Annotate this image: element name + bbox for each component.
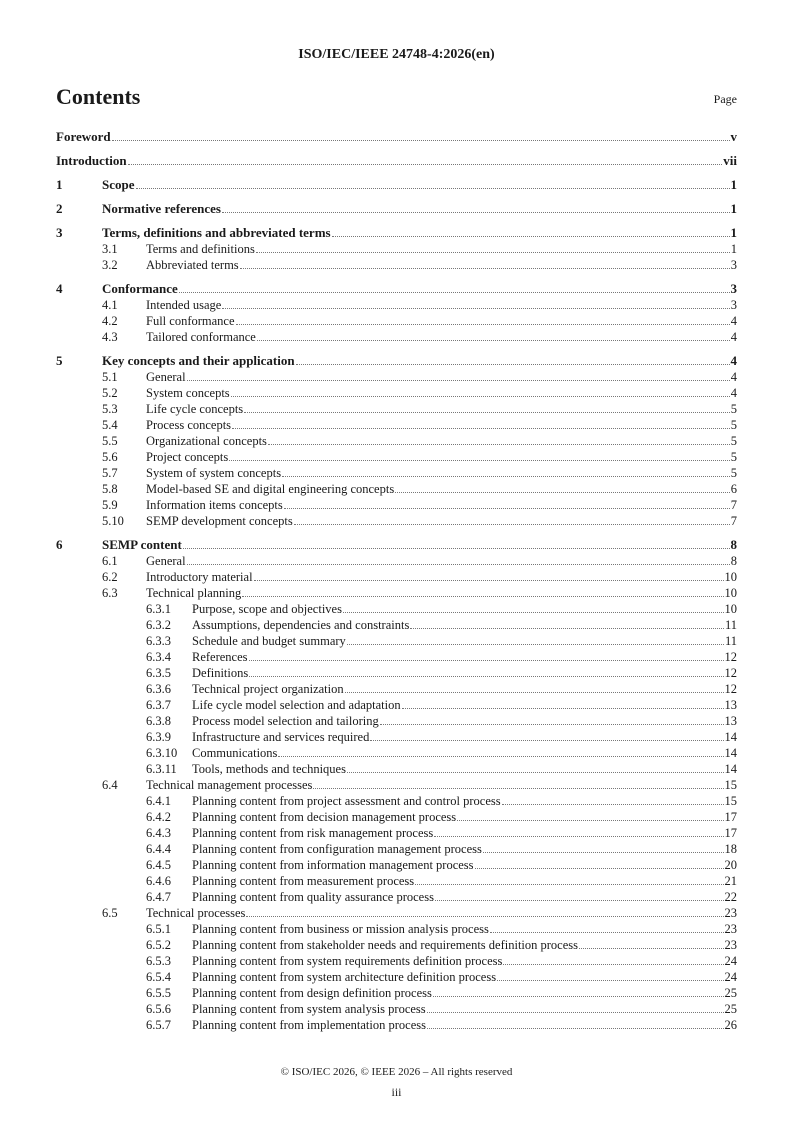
toc-entry[interactable] <box>56 953 737 969</box>
toc-entry-number: 6.3.7 <box>146 698 171 712</box>
dot-leader <box>395 492 730 493</box>
toc-entry-page: 15 <box>724 778 737 792</box>
toc-entry-number: 5.1 <box>102 370 118 384</box>
toc-entry[interactable] <box>56 665 737 681</box>
toc-entry-title: Definitions <box>192 666 249 680</box>
toc-entry[interactable] <box>56 281 737 297</box>
dot-leader <box>242 596 723 597</box>
toc-entry-title: Foreword <box>56 129 111 144</box>
toc-entry-title: Schedule and budget summary <box>192 634 346 648</box>
dot-leader <box>128 164 723 165</box>
toc-entry-title: Scope <box>102 177 135 192</box>
toc-entry[interactable] <box>56 385 737 401</box>
toc-entry-number: 6.3.8 <box>146 714 171 728</box>
toc-entry-number: 4.3 <box>102 330 118 344</box>
toc-entry[interactable] <box>56 225 737 241</box>
toc-entry-number: 5.8 <box>102 482 118 496</box>
toc-entry-title: Purpose, scope and objectives <box>192 602 342 616</box>
toc-entry-title: General <box>146 554 186 568</box>
dot-leader <box>268 444 730 445</box>
toc-entry-number: 6.3.6 <box>146 682 171 696</box>
toc-entry-title: Planning content from project assessment and control process <box>192 794 501 808</box>
toc-entry-title: Planning content from implementation process <box>192 1018 426 1032</box>
toc-entry-number: 5.7 <box>102 466 118 480</box>
dot-leader <box>410 628 724 629</box>
document-id-header: ISO/IEC/IEEE 24748-4:2026(en) <box>298 47 495 62</box>
dot-leader <box>232 428 730 429</box>
dot-leader <box>244 412 730 413</box>
toc-entry-page: 20 <box>724 858 737 872</box>
toc-entry-title: Assumptions, dependencies and constraints <box>192 618 410 632</box>
toc-entry-title: Communications <box>192 746 278 760</box>
toc-entry-page: 12 <box>724 650 737 664</box>
toc-entry-title: Normative references <box>102 201 221 216</box>
toc-entry-title: Process model selection and tailoring <box>192 714 379 728</box>
toc-entry-number: 6.5.4 <box>146 970 171 984</box>
toc-entry[interactable] <box>56 353 737 369</box>
toc-entry-page: 23 <box>724 922 737 936</box>
toc-entry-title: Planning content from system analysis process <box>192 1002 426 1016</box>
toc-entry-page: 24 <box>724 970 737 984</box>
toc-entry-title: Planning content from decision management process <box>192 810 457 824</box>
toc-entry-title: Planning content from system architecture definition process <box>192 970 497 984</box>
toc-entry-title: Conformance <box>102 281 178 296</box>
dot-leader <box>282 476 730 477</box>
toc-entry-title: Planning content from system requirements definition process <box>192 954 503 968</box>
dot-leader <box>370 740 723 741</box>
toc-entry-title: Planning content from quality assurance process <box>192 890 434 904</box>
toc-entry-number: 6.4.3 <box>146 826 171 840</box>
toc-entry-page: 4 <box>730 370 737 384</box>
toc-entry-number: 6.3.11 <box>146 762 177 776</box>
dot-leader <box>222 212 730 213</box>
toc-entry-page: 4 <box>730 353 737 368</box>
toc-entry[interactable] <box>56 937 737 953</box>
toc-entry-title: SEMP development concepts <box>146 514 293 528</box>
toc-entry-number: 5.9 <box>102 498 118 512</box>
toc-entry[interactable] <box>56 313 737 329</box>
toc-entry-page: 10 <box>724 602 737 616</box>
toc-entry[interactable] <box>56 177 737 193</box>
dot-leader <box>183 548 730 549</box>
toc-entry[interactable] <box>56 745 737 761</box>
toc-entry-title: Tools, methods and techniques <box>192 762 346 776</box>
toc-entry-number: 6.5.5 <box>146 986 171 1000</box>
toc-entry-page: 13 <box>724 698 737 712</box>
toc-entry[interactable] <box>56 969 737 985</box>
toc-entry[interactable] <box>56 601 737 617</box>
toc-entry[interactable] <box>56 649 737 665</box>
toc-entry-page: 4 <box>730 386 737 400</box>
copyright-footer: © ISO/IEC 2026, © IEEE 2026 – All rights reserved <box>280 1066 513 1078</box>
toc-entry[interactable] <box>56 777 737 793</box>
toc-entry[interactable] <box>56 553 737 569</box>
toc-entry-title: Infrastructure and services required <box>192 730 370 744</box>
toc-entry-number: 6.4.1 <box>146 794 171 808</box>
toc-entry-page: 10 <box>724 570 737 584</box>
toc-entry-title: Planning content from stakeholder needs and requirements definition process <box>192 938 579 952</box>
toc-entry-title: SEMP content <box>102 537 182 552</box>
toc-entry-page: 3 <box>730 298 737 312</box>
toc-entry-title: Planning content from business or mission analysis process <box>192 922 489 936</box>
toc-entry-number: 6.5.3 <box>146 954 171 968</box>
toc-entry-title: Project concepts <box>146 450 229 464</box>
toc-entry[interactable] <box>56 257 737 273</box>
toc-entry-page: 23 <box>724 938 737 952</box>
dot-leader <box>415 884 723 885</box>
toc-entry-title: Technical planning <box>146 586 242 600</box>
toc-entry-page: 15 <box>724 794 737 808</box>
dot-leader <box>457 820 723 821</box>
dot-leader <box>433 996 724 997</box>
toc-entry-page: 1 <box>730 201 737 216</box>
toc-entry-title: Tailored conformance <box>146 330 256 344</box>
dot-leader <box>502 804 724 805</box>
dot-leader <box>313 788 723 789</box>
toc-entry-number: 5.3 <box>102 402 118 416</box>
toc-entry-page: 3 <box>730 281 737 296</box>
toc-entry-number: 3.1 <box>102 242 118 256</box>
dot-leader <box>254 580 724 581</box>
toc-entry[interactable] <box>56 537 737 553</box>
toc-entry-page: 11 <box>724 634 737 648</box>
toc-entry-page: 23 <box>724 906 737 920</box>
toc-entry-number: 6.1 <box>102 554 118 568</box>
toc-entry-title: Life cycle concepts <box>146 402 244 416</box>
toc-entry-page: 22 <box>724 890 737 904</box>
dot-leader <box>187 380 730 381</box>
toc-entry-number: 6.3.1 <box>146 602 171 616</box>
toc-entry[interactable] <box>56 433 737 449</box>
toc-entry-title: Introduction <box>56 153 127 168</box>
toc-entry-number: 6.3.10 <box>146 746 178 760</box>
toc-entry-title: Intended usage <box>146 298 222 312</box>
toc-entry-title: Information items concepts <box>146 498 283 512</box>
toc-entry[interactable] <box>56 889 737 905</box>
dot-leader <box>347 644 724 645</box>
toc-entry-number: 6.4 <box>102 778 118 792</box>
toc-entry-number: 6.3.5 <box>146 666 171 680</box>
toc-entry-page: 12 <box>724 666 737 680</box>
dot-leader <box>278 756 723 757</box>
dot-leader <box>257 340 730 341</box>
toc-entry[interactable] <box>56 793 737 809</box>
toc-entry-number: 4.2 <box>102 314 118 328</box>
toc-entry-page: 4 <box>730 330 737 344</box>
toc-entry-page: 18 <box>724 842 737 856</box>
toc-entry[interactable] <box>56 329 737 345</box>
toc-entry-page: 5 <box>730 450 737 464</box>
toc-entry[interactable] <box>56 1017 737 1033</box>
toc-entry-title: Planning content from information management process <box>192 858 474 872</box>
toc-entry-number: 6.5.1 <box>146 922 171 936</box>
toc-entry-number: 3 <box>56 225 63 240</box>
toc-entry-page: 1 <box>730 225 737 240</box>
dot-leader <box>427 1028 724 1029</box>
toc-entry-number: 6.5 <box>102 906 118 920</box>
toc-entry-title: Introductory material <box>146 570 253 584</box>
toc-entry-number: 5.4 <box>102 418 118 432</box>
dot-leader <box>503 964 723 965</box>
toc-entry-number: 6.3.4 <box>146 650 171 664</box>
toc-entry-number: 6.4.4 <box>146 842 171 856</box>
toc-entry-number: 5 <box>56 353 63 368</box>
dot-leader <box>296 364 730 365</box>
toc-entry[interactable] <box>56 465 737 481</box>
toc-entry-title: Technical project organization <box>192 682 344 696</box>
toc-entry-number: 6.4.7 <box>146 890 171 904</box>
dot-leader <box>187 564 730 565</box>
dot-leader <box>179 292 730 293</box>
toc-entry-page: 24 <box>724 954 737 968</box>
toc-entry[interactable] <box>56 401 737 417</box>
page-title: Contents <box>56 84 141 109</box>
toc-entry[interactable] <box>56 809 737 825</box>
dot-leader <box>497 980 723 981</box>
toc-entry[interactable] <box>56 873 737 889</box>
toc-entry[interactable] <box>56 513 737 529</box>
toc-entry-page: 7 <box>730 498 737 512</box>
dot-leader <box>256 252 730 253</box>
toc-entry[interactable] <box>56 297 737 313</box>
toc-entry-number: 5.10 <box>102 514 124 528</box>
dot-leader <box>222 308 729 309</box>
dot-leader <box>236 324 730 325</box>
dot-leader <box>240 268 730 269</box>
table-of-contents <box>56 129 737 1033</box>
toc-entry-title: Organizational concepts <box>146 434 267 448</box>
toc-entry-title: Abbreviated terms <box>146 258 239 272</box>
toc-entry-page: 6 <box>730 482 737 496</box>
toc-entry[interactable] <box>56 617 737 633</box>
toc-entry[interactable] <box>56 201 737 217</box>
toc-entry-title: System of system concepts <box>146 466 282 480</box>
dot-leader <box>231 396 730 397</box>
dot-leader <box>246 916 723 917</box>
toc-entry-page: 4 <box>730 314 737 328</box>
toc-entry-page: v <box>730 129 737 144</box>
toc-entry-title: Process concepts <box>146 418 232 432</box>
toc-entry-title: Life cycle model selection and adaptation <box>192 698 401 712</box>
toc-entry-page: 17 <box>724 810 737 824</box>
toc-entry[interactable] <box>56 857 737 873</box>
toc-entry-title: General <box>146 370 186 384</box>
dot-leader <box>483 852 724 853</box>
toc-entry-title: Planning content from risk management process <box>192 826 434 840</box>
dot-leader <box>294 524 730 525</box>
toc-entry-page: vii <box>723 153 737 168</box>
toc-entry[interactable] <box>56 497 737 513</box>
toc-entry-title: Key concepts and their application <box>102 353 295 368</box>
toc-entry[interactable] <box>56 761 737 777</box>
toc-entry[interactable] <box>56 921 737 937</box>
dot-leader <box>136 188 730 189</box>
toc-entry-page: 5 <box>730 434 737 448</box>
toc-entry-number: 6.4.6 <box>146 874 171 888</box>
toc-entry-number: 6.3.2 <box>146 618 171 632</box>
toc-entry-page: 3 <box>730 258 737 272</box>
toc-entry-number: 4.1 <box>102 298 118 312</box>
toc-entry[interactable] <box>56 481 737 497</box>
toc-entry-number: 6 <box>56 537 63 552</box>
toc-entry-page: 5 <box>730 466 737 480</box>
toc-entry-page: 14 <box>724 762 737 776</box>
toc-entry-page: 1 <box>730 242 737 256</box>
toc-entry-number: 4 <box>56 281 63 296</box>
toc-entry-title: Planning content from configuration management process <box>192 842 482 856</box>
toc-entry-page: 10 <box>724 586 737 600</box>
toc-entry[interactable] <box>56 585 737 601</box>
toc-entry[interactable] <box>56 153 737 169</box>
toc-entry-number: 6.5.7 <box>146 1018 171 1032</box>
toc-entry-page: 14 <box>724 730 737 744</box>
toc-entry[interactable] <box>56 1001 737 1017</box>
toc-entry-number: 5.2 <box>102 386 118 400</box>
toc-entry[interactable] <box>56 369 737 385</box>
toc-entry-page: 8 <box>730 537 737 552</box>
toc-entry-title: Terms and definitions <box>146 242 255 256</box>
toc-entry-page: 12 <box>724 682 737 696</box>
toc-entry-title: Model-based SE and digital engineering concepts <box>146 482 395 496</box>
toc-entry[interactable] <box>56 569 737 585</box>
toc-entry-page: 5 <box>730 402 737 416</box>
dot-leader <box>347 772 724 773</box>
page-column-label: Page <box>713 92 737 106</box>
toc-entry-title: References <box>192 650 248 664</box>
toc-entry-title: System concepts <box>146 386 230 400</box>
toc-entry-page: 5 <box>730 418 737 432</box>
toc-entry-number: 6.5.6 <box>146 1002 171 1016</box>
toc-entry-page: 26 <box>724 1018 737 1032</box>
toc-entry[interactable] <box>56 713 737 729</box>
toc-entry[interactable] <box>56 697 737 713</box>
toc-entry[interactable] <box>56 129 737 145</box>
toc-entry[interactable] <box>56 633 737 649</box>
toc-entry[interactable] <box>56 241 737 257</box>
dot-leader <box>249 660 724 661</box>
toc-entry-number: 6.4.5 <box>146 858 171 872</box>
toc-entry-number: 6.3 <box>102 586 118 600</box>
toc-entry-number: 2 <box>56 201 63 216</box>
toc-entry-number: 6.2 <box>102 570 118 584</box>
dot-leader <box>284 508 730 509</box>
toc-entry-number: 6.3.3 <box>146 634 171 648</box>
toc-entry-number: 5.5 <box>102 434 118 448</box>
toc-entry-number: 6.5.2 <box>146 938 171 952</box>
dot-leader <box>427 1012 724 1013</box>
dot-leader <box>402 708 724 709</box>
toc-entry-page: 25 <box>724 986 737 1000</box>
dot-leader <box>434 836 723 837</box>
toc-entry-title: Technical management processes <box>146 778 313 792</box>
toc-entry[interactable] <box>56 681 737 697</box>
dot-leader <box>229 460 729 461</box>
toc-entry-page: 14 <box>724 746 737 760</box>
page-number: iii <box>391 1085 402 1099</box>
dot-leader <box>249 676 723 677</box>
toc-entry-number: 5.6 <box>102 450 118 464</box>
toc-entry-number: 6.3.9 <box>146 730 171 744</box>
toc-entry-title: Planning content from measurement process <box>192 874 415 888</box>
toc-entry-page: 17 <box>724 826 737 840</box>
toc-entry-page: 8 <box>730 554 737 568</box>
toc-entry-title: Full conformance <box>146 314 235 328</box>
dot-leader <box>490 932 724 933</box>
dot-leader <box>345 692 724 693</box>
dot-leader <box>332 236 730 237</box>
toc-entry-title: Terms, definitions and abbreviated terms <box>102 225 331 240</box>
toc-entry[interactable] <box>56 841 737 857</box>
toc-entry[interactable] <box>56 985 737 1001</box>
toc-entry-page: 25 <box>724 1002 737 1016</box>
dot-leader <box>579 948 723 949</box>
toc-entry[interactable] <box>56 905 737 921</box>
toc-entry-page: 21 <box>724 874 737 888</box>
toc-entry-title: Planning content from design definition process <box>192 986 432 1000</box>
toc-entry[interactable] <box>56 729 737 745</box>
toc-entry-page: 1 <box>730 177 737 192</box>
toc-entry-page: 7 <box>730 514 737 528</box>
dot-leader <box>475 868 724 869</box>
toc-entry[interactable] <box>56 825 737 841</box>
toc-entry-page: 13 <box>724 714 737 728</box>
toc-entry-number: 1 <box>56 177 63 192</box>
dot-leader <box>343 612 724 613</box>
toc-entry[interactable] <box>56 417 737 433</box>
toc-entry-title: Technical processes <box>146 906 246 920</box>
dot-leader <box>435 900 724 901</box>
dot-leader <box>380 724 724 725</box>
toc-entry-number: 6.4.2 <box>146 810 171 824</box>
toc-entry[interactable] <box>56 449 737 465</box>
toc-entry-page: 11 <box>724 618 737 632</box>
toc-entry-number: 3.2 <box>102 258 118 272</box>
dot-leader <box>112 140 730 141</box>
